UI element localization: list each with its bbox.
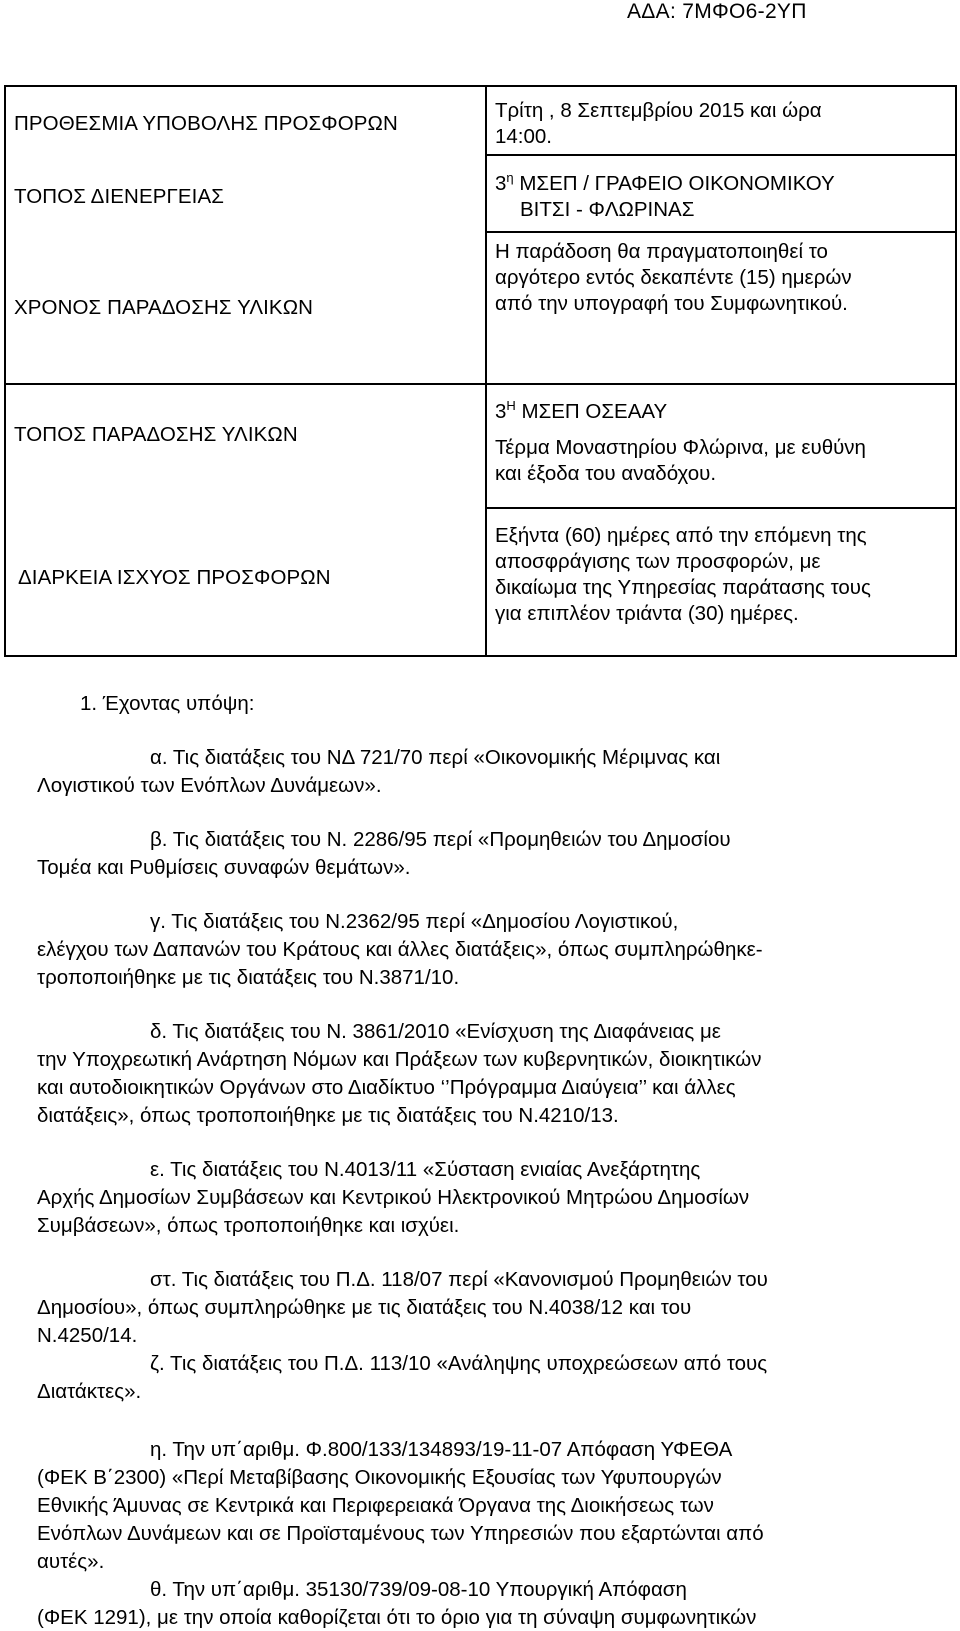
value-submission-deadline bbox=[495, 98, 950, 150]
venue-text: ΜΣΕΠ / ΓΡΑΦΕΙΟ ΟΙΚΟΝΟΜΙΚΟΥ bbox=[513, 172, 835, 195]
clause-st-line: στ. Τις διατάξεις του Π.Δ. 118/07 περί «Κανονισμού Προμηθειών του bbox=[150, 1268, 768, 1291]
clause-g-line: γ. Τις διατάξεις του Ν.2362/95 περί «Δημοσίου Λογιστικού, bbox=[150, 910, 679, 933]
clause-d-line: διατάξεις», όπως τροποποιήθηκε με τις διατάξεις του Ν.4210/13. bbox=[37, 1104, 619, 1127]
row-divider-1 bbox=[485, 154, 955, 156]
place-text: ΜΣΕΠ ΟΣΕΑΑΥ bbox=[515, 400, 668, 423]
value-line bbox=[495, 399, 950, 425]
value-line: από την υπογραφή του Συμφωνητικού. bbox=[495, 292, 848, 315]
label-submission-deadline: ΠΡΟΘΕΣΜΙΑ ΥΠΟΒΟΛΗΣ ΠΡΟΣΦΟΡΩΝ bbox=[14, 112, 398, 135]
clause-th-line: θ. Την υπ΄αριθμ. 35130/739/09-08-10 Υπουργική Απόφαση bbox=[150, 1578, 687, 1601]
clause-h-line: η. Την υπ΄αριθμ. Φ.800/133/134893/19-11-07 Απόφαση ΥΦΕΘΑ bbox=[150, 1438, 733, 1461]
value-line: δικαίωμα της Υπηρεσίας παράτασης τους bbox=[495, 576, 871, 599]
clause-d-line: δ. Τις διατάξεις του Ν. 3861/2010 «Ενίσχυση της Διαφάνειας με bbox=[150, 1020, 721, 1043]
clause-e-line: Συμβάσεων», όπως τροποποιήθηκε και ισχύει. bbox=[37, 1214, 460, 1237]
ordinal-number: 3 bbox=[495, 172, 507, 195]
clause-h-line: Ενόπλων Δυνάμεων και σε Προϊσταμένους των Υπηρεσιών που εξαρτώνται από bbox=[37, 1522, 764, 1545]
clause-e-line: Αρχής Δημοσίων Συμβάσεων και Κεντρικού Ηλεκτρονικού Μητρώου Δημοσίων bbox=[37, 1186, 750, 1209]
row-divider-4 bbox=[485, 507, 955, 509]
label-delivery-place: ΤΟΠΟΣ ΠΑΡΑΔΟΣΗΣ ΥΛΙΚΩΝ bbox=[14, 423, 298, 446]
value-line: αποσφράγισης των προσφορών, με bbox=[495, 550, 821, 573]
value-delivery-place bbox=[495, 399, 950, 487]
clause-z-line: ζ. Τις διατάξεις του Π.Δ. 113/10 «Ανάληψης υποχρεώσεων από τους bbox=[150, 1352, 768, 1375]
value-line: Τέρμα Μοναστηρίου Φλώρινα, με ευθύνη bbox=[495, 436, 866, 459]
value-line: και έξοδα του αναδόχου. bbox=[495, 462, 717, 485]
value-line: Η παράδοση θα πραγματοποιηθεί το bbox=[495, 240, 828, 263]
clause-z-line: Διατάκτες». bbox=[37, 1380, 142, 1403]
clause-d-line: την Υποχρεωτική Ανάρτηση Νόμων και Πράξεων των κυβερνητικών, διοικητικών bbox=[37, 1048, 762, 1071]
ordinal-suffix: η bbox=[506, 170, 514, 185]
ada-code: ΑΔΑ: 7ΜΦΟ6-2ΥΠ bbox=[627, 0, 807, 23]
clause-st-line: Δημοσίου», όπως συμπληρώθηκε με τις διατάξεις του Ν.4038/12 και του bbox=[37, 1296, 692, 1319]
clause-b-line: β. Τις διατάξεις του Ν. 2286/95 περί «Προμηθειών του Δημοσίου bbox=[150, 828, 731, 851]
row-divider-3 bbox=[6, 383, 955, 385]
value-line: ΒΙΤΣΙ - ΦΛΩΡΙΝΑΣ bbox=[520, 198, 695, 221]
ordinal-number: 3 bbox=[495, 400, 507, 423]
value-line: 14:00. bbox=[495, 125, 552, 148]
section-heading: 1. Έχοντας υπόψη: bbox=[80, 692, 255, 715]
ordinal-suffix: Η bbox=[506, 398, 516, 413]
clause-h-line: (ΦΕΚ Β΄2300) «Περί Μεταβίβασης Οικονομικής Εξουσίας των Υφυπουργών bbox=[37, 1466, 722, 1489]
clause-h-line: αυτές». bbox=[37, 1550, 105, 1573]
label-delivery-time: ΧΡΟΝΟΣ ΠΑΡΑΔΟΣΗΣ ΥΛΙΚΩΝ bbox=[14, 296, 314, 319]
value-offer-validity bbox=[495, 523, 950, 627]
value-line: Τρίτη , 8 Σεπτεμβρίου 2015 και ώρα bbox=[495, 99, 822, 122]
label-venue: ΤΟΠΟΣ ΔΙΕΝΕΡΓΕΙΑΣ bbox=[14, 185, 225, 208]
table-column-divider bbox=[485, 87, 487, 655]
clause-d-line: και αυτοδιοικητικών Οργάνων στο Διαδίκτυο ‘’Πρόγραμμα Διαύγεια’’ και άλλες bbox=[37, 1076, 736, 1099]
clause-b-line: Τομέα και Ρυθμίσεις συναφών θεμάτων». bbox=[37, 856, 411, 879]
clause-g-line: ελέγχου των Δαπανών του Κράτους και άλλες διατάξεις», όπως συμπληρώθηκε- bbox=[37, 938, 763, 961]
clause-g-line: τροποποιήθηκε με τις διατάξεις του Ν.3871/10. bbox=[37, 966, 460, 989]
value-line bbox=[495, 171, 950, 197]
clause-a-line: Λογιστικού των Ενόπλων Δυνάμεων». bbox=[37, 774, 382, 797]
row-divider-2 bbox=[485, 231, 955, 233]
label-offer-validity: ΔΙΑΡΚΕΙΑ ΙΣΧΥΟΣ ΠΡΟΣΦΟΡΩΝ bbox=[18, 566, 331, 589]
value-line: αργότερο εντός δεκαπέντε (15) ημερών bbox=[495, 266, 852, 289]
value-line: για επιπλέον τριάντα (30) ημέρες. bbox=[495, 602, 799, 625]
value-venue bbox=[495, 171, 950, 223]
value-line: Εξήντα (60) ημέρες από την επόμενη της bbox=[495, 524, 867, 547]
clause-h-line: Εθνικής Άμυνας σε Κεντρικά και Περιφερειακά Όργανα της Διοικήσεως των bbox=[37, 1494, 714, 1517]
value-delivery-time bbox=[495, 239, 950, 317]
clause-st-line: Ν.4250/14. bbox=[37, 1324, 138, 1347]
clause-th-line: (ΦΕΚ 1291), με την οποία καθορίζεται ότι το όριο για τη σύναψη συμφωνητικών bbox=[37, 1606, 757, 1629]
procurement-terms-table bbox=[4, 85, 957, 657]
clause-e-line: ε. Τις διατάξεις του Ν.4013/11 «Σύσταση ενιαίας Ανεξάρτητης bbox=[150, 1158, 701, 1181]
clause-a-line: α. Τις διατάξεις του ΝΔ 721/70 περί «Οικονομικής Μέριμνας και bbox=[150, 746, 721, 769]
